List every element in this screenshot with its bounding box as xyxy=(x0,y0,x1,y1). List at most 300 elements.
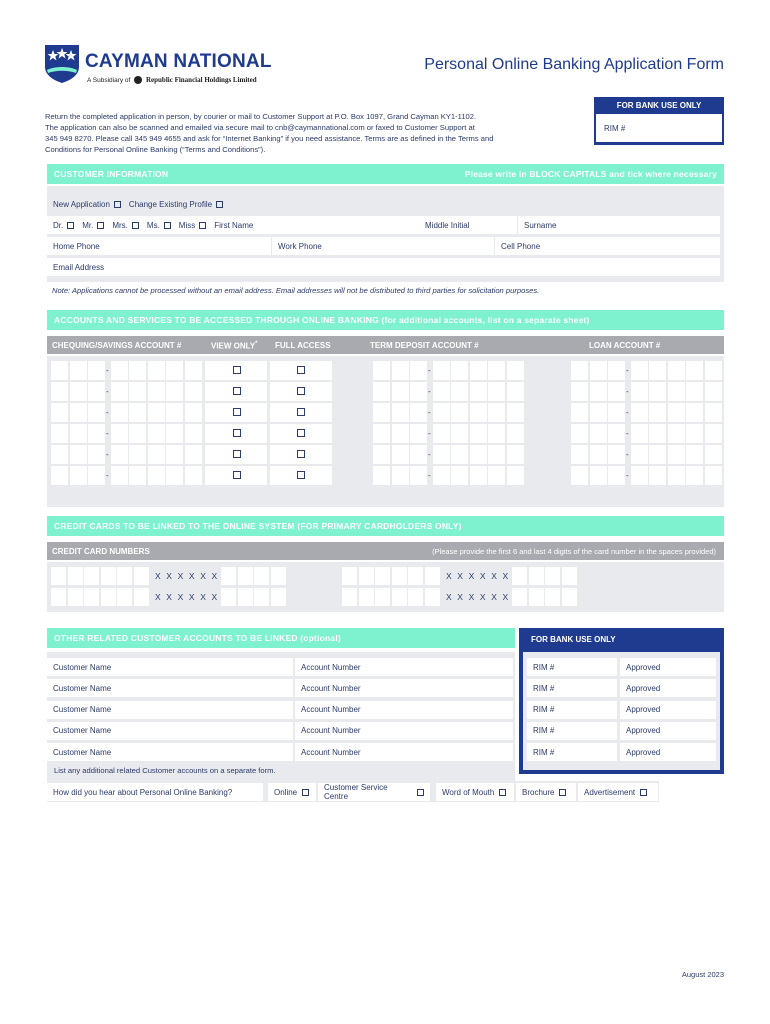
card-first-digit-cell[interactable] xyxy=(375,567,390,585)
card-first-digit-cell[interactable] xyxy=(392,567,407,585)
card-first-digit-cell[interactable] xyxy=(408,567,423,585)
term-deposit-digit-cell[interactable] xyxy=(410,382,427,401)
card-first-digit-cell[interactable] xyxy=(51,567,66,585)
term-deposit-dash: - xyxy=(428,450,431,459)
account-digit-cell[interactable] xyxy=(70,445,87,464)
col-view-only-text: VIEW ONLY xyxy=(211,341,256,351)
account-digit-cell[interactable] xyxy=(51,466,68,485)
card-first-digit-cell[interactable] xyxy=(359,567,374,585)
cayman-national-stars-icon xyxy=(45,45,79,83)
loan-digit-cell[interactable] xyxy=(668,403,685,422)
credit-cards-subheader xyxy=(47,542,724,560)
bank-rim-field[interactable] xyxy=(527,658,617,676)
term-deposit-digit-cell[interactable] xyxy=(433,445,450,464)
card-masked-digit: X xyxy=(502,571,509,581)
term-deposit-digit-cell[interactable] xyxy=(373,361,390,380)
hear-option-word-of-mouth-checkbox[interactable] xyxy=(499,789,506,796)
cell-phone-field[interactable] xyxy=(495,237,720,255)
account-digit-cell[interactable] xyxy=(148,466,165,485)
card-masked-digit: X xyxy=(200,592,206,602)
account-digit-cell[interactable] xyxy=(185,466,202,485)
related-account-number-field[interactable] xyxy=(295,658,513,676)
account-digit-cell[interactable] xyxy=(111,403,128,422)
account-digit-cell[interactable] xyxy=(148,361,165,380)
loan-digit-cell[interactable] xyxy=(649,445,666,464)
loan-digit-cell[interactable] xyxy=(668,445,685,464)
card-masked-digit: X xyxy=(491,571,497,581)
account-dash: - xyxy=(106,429,109,438)
term-deposit-digit-cell[interactable] xyxy=(451,466,468,485)
new-application-checkbox[interactable] xyxy=(114,201,121,208)
middle-initial-field[interactable] xyxy=(419,216,517,234)
term-deposit-digit-cell[interactable] xyxy=(488,361,505,380)
related-account-number-field[interactable] xyxy=(295,722,513,740)
loan-digit-cell[interactable] xyxy=(590,403,607,422)
account-digit-cell[interactable] xyxy=(111,424,128,443)
term-deposit-digit-cell[interactable] xyxy=(507,382,524,401)
account-digit-cell[interactable] xyxy=(88,466,105,485)
account-digit-cell[interactable] xyxy=(70,382,87,401)
related-customer-name-field[interactable] xyxy=(47,722,293,740)
card-first-digit-cell[interactable] xyxy=(425,588,440,606)
card-masked-digit: X xyxy=(479,571,486,581)
view-only-checkbox[interactable] xyxy=(233,366,241,374)
card-masked-digit: X xyxy=(211,571,218,581)
view-only-checkbox[interactable] xyxy=(233,408,241,416)
card-first-digit-cell[interactable] xyxy=(68,567,83,585)
term-deposit-digit-cell[interactable] xyxy=(507,445,524,464)
loan-digit-cell[interactable] xyxy=(631,361,648,380)
card-first-digit-cell[interactable] xyxy=(84,567,99,585)
card-first-digit-cell[interactable] xyxy=(134,567,149,585)
account-digit-cell[interactable] xyxy=(70,361,87,380)
loan-digit-cell[interactable] xyxy=(571,361,588,380)
account-digit-cell[interactable] xyxy=(88,445,105,464)
card-masked-digit: X xyxy=(457,571,463,581)
term-deposit-digit-cell[interactable] xyxy=(373,466,390,485)
account-digit-cell[interactable] xyxy=(166,466,183,485)
term-deposit-digit-cell[interactable] xyxy=(488,382,505,401)
bank-rim-field[interactable] xyxy=(527,722,617,740)
loan-digit-cell[interactable] xyxy=(649,466,666,485)
home-phone-label: Home Phone xyxy=(53,241,100,251)
loan-digit-cell[interactable] xyxy=(590,361,607,380)
loan-digit-cell[interactable] xyxy=(705,361,722,380)
term-deposit-digit-cell[interactable] xyxy=(410,361,427,380)
related-account-number-field[interactable] xyxy=(295,701,513,719)
card-last-digit-cell[interactable] xyxy=(529,567,544,585)
account-digit-cell[interactable] xyxy=(148,403,165,422)
card-last-digit-cell[interactable] xyxy=(271,567,286,585)
loan-digit-cell[interactable] xyxy=(608,445,625,464)
bank-use-top-rim-field[interactable] xyxy=(596,114,722,142)
change-profile-label: Change Existing Profile xyxy=(128,199,213,209)
title-mr-checkbox[interactable] xyxy=(97,222,104,229)
card-masked-digit: X xyxy=(188,571,195,581)
col-full-access-label: FULL ACCESS xyxy=(275,341,331,350)
account-digit-cell[interactable] xyxy=(166,403,183,422)
title-dr-checkbox[interactable] xyxy=(67,222,74,229)
related-account-number-label: Account Number xyxy=(301,747,361,757)
bank-approved-field[interactable] xyxy=(620,701,716,719)
term-deposit-digit-cell[interactable] xyxy=(451,445,468,464)
account-digit-cell[interactable] xyxy=(129,403,146,422)
loan-digit-cell[interactable] xyxy=(590,445,607,464)
email-label: Email Address xyxy=(53,262,105,272)
loan-digit-cell[interactable] xyxy=(631,403,648,422)
account-digit-cell[interactable] xyxy=(129,466,146,485)
account-digit-cell[interactable] xyxy=(51,403,68,422)
related-account-number-field[interactable] xyxy=(295,679,513,697)
loan-digit-cell[interactable] xyxy=(631,445,648,464)
loan-digit-cell[interactable] xyxy=(590,424,607,443)
term-deposit-digit-cell[interactable] xyxy=(433,466,450,485)
view-only-checkbox[interactable] xyxy=(233,429,241,437)
loan-digit-cell[interactable] xyxy=(608,361,625,380)
full-access-checkbox[interactable] xyxy=(297,450,305,458)
loan-digit-cell[interactable] xyxy=(668,424,685,443)
account-digit-cell[interactable] xyxy=(70,466,87,485)
account-digit-cell[interactable] xyxy=(129,382,146,401)
term-deposit-dash: - xyxy=(428,408,431,417)
term-deposit-digit-cell[interactable] xyxy=(451,424,468,443)
loan-digit-cell[interactable] xyxy=(571,403,588,422)
account-digit-cell[interactable] xyxy=(129,424,146,443)
card-last-digit-cell[interactable] xyxy=(221,588,236,606)
card-first-digit-cell[interactable] xyxy=(101,588,116,606)
bank-rim-label: RIM # xyxy=(533,683,555,693)
loan-digit-cell[interactable] xyxy=(571,382,588,401)
customer-info-instruction: Please write in BLOCK CAPITALS and tick where necessary xyxy=(464,169,717,179)
account-digit-cell[interactable] xyxy=(51,361,68,380)
accounts-header xyxy=(47,310,724,330)
term-deposit-digit-cell[interactable] xyxy=(451,361,468,380)
full-access-checkbox[interactable] xyxy=(297,408,305,416)
term-deposit-digit-cell[interactable] xyxy=(373,445,390,464)
term-deposit-digit-cell[interactable] xyxy=(392,361,409,380)
term-deposit-digit-cell[interactable] xyxy=(373,403,390,422)
hear-option-brochure[interactable] xyxy=(516,783,576,801)
term-deposit-digit-cell[interactable] xyxy=(451,382,468,401)
term-deposit-digit-cell[interactable] xyxy=(410,466,427,485)
hear-option-customer-service-centre[interactable] xyxy=(318,783,430,801)
view-only-checkbox[interactable] xyxy=(233,450,241,458)
card-masked-digit: X xyxy=(188,592,195,602)
term-deposit-digit-cell[interactable] xyxy=(488,445,505,464)
full-access-checkbox[interactable] xyxy=(297,366,305,374)
term-deposit-digit-cell[interactable] xyxy=(392,382,409,401)
title-miss-checkbox[interactable] xyxy=(199,222,206,229)
loan-digit-cell[interactable] xyxy=(631,382,648,401)
loan-dash: - xyxy=(626,387,629,396)
full-access-checkbox[interactable] xyxy=(297,471,305,479)
term-deposit-digit-cell[interactable] xyxy=(433,424,450,443)
bank-approved-field[interactable] xyxy=(620,722,716,740)
card-first-digit-cell[interactable] xyxy=(375,588,390,606)
account-digit-cell[interactable] xyxy=(111,445,128,464)
card-last-digit-cell[interactable] xyxy=(545,588,560,606)
loan-digit-cell[interactable] xyxy=(649,403,666,422)
account-digit-cell[interactable] xyxy=(51,382,68,401)
view-only-checkbox[interactable] xyxy=(233,471,241,479)
account-digit-cell[interactable] xyxy=(166,424,183,443)
term-deposit-digit-cell[interactable] xyxy=(470,466,487,485)
related-account-number-field[interactable] xyxy=(295,743,513,761)
loan-digit-cell[interactable] xyxy=(705,424,722,443)
col-chequing-label: CHEQUING/SAVINGS ACCOUNT # xyxy=(52,341,182,350)
bank-rim-field[interactable] xyxy=(527,743,617,761)
bank-approved-field[interactable] xyxy=(620,679,716,697)
account-digit-cell[interactable] xyxy=(111,466,128,485)
surname-label: Surname xyxy=(524,220,557,230)
hear-option-advertisement[interactable] xyxy=(578,783,658,801)
account-digit-cell[interactable] xyxy=(51,445,68,464)
intro-line: Return the completed application in person, by courier or mail to Customer Support at P.O. Box 1097, Grand Cayman KY1-1102. xyxy=(45,112,477,121)
term-deposit-dash: - xyxy=(428,387,431,396)
middle-initial-label: Middle Initial xyxy=(425,220,470,230)
account-digit-cell[interactable] xyxy=(70,424,87,443)
term-deposit-digit-cell[interactable] xyxy=(488,466,505,485)
work-phone-field[interactable] xyxy=(272,237,494,255)
term-deposit-dash: - xyxy=(428,471,431,480)
intro-line: 345 949 8270. Please call 345 949 4655 and ask for “Internet Banking” if you need assistance. Terms are as defined in the Terms and xyxy=(45,134,494,143)
account-digit-cell[interactable] xyxy=(148,382,165,401)
related-account-number-label: Account Number xyxy=(301,726,361,736)
related-customer-name-field[interactable] xyxy=(47,743,293,761)
loan-digit-cell[interactable] xyxy=(571,466,588,485)
account-digit-cell[interactable] xyxy=(185,445,202,464)
card-first-digit-cell[interactable] xyxy=(342,588,357,606)
loan-digit-cell[interactable] xyxy=(686,403,703,422)
card-first-digit-cell[interactable] xyxy=(101,567,116,585)
account-dash: - xyxy=(106,387,109,396)
term-deposit-digit-cell[interactable] xyxy=(410,403,427,422)
term-deposit-digit-cell[interactable] xyxy=(392,445,409,464)
loan-digit-cell[interactable] xyxy=(608,466,625,485)
account-digit-cell[interactable] xyxy=(166,445,183,464)
term-deposit-digit-cell[interactable] xyxy=(392,424,409,443)
full-access-checkbox[interactable] xyxy=(297,429,305,437)
account-digit-cell[interactable] xyxy=(166,382,183,401)
term-deposit-digit-cell[interactable] xyxy=(433,382,450,401)
account-digit-cell[interactable] xyxy=(88,403,105,422)
bank-rim-field[interactable] xyxy=(527,701,617,719)
term-deposit-digit-cell[interactable] xyxy=(410,424,427,443)
hear-option-customer-service-centre-label: Customer Service Centre xyxy=(324,783,388,801)
loan-digit-cell[interactable] xyxy=(590,466,607,485)
account-digit-cell[interactable] xyxy=(129,445,146,464)
account-digit-cell[interactable] xyxy=(185,424,202,443)
hear-option-advertisement-checkbox[interactable] xyxy=(640,789,647,796)
card-first-digit-cell[interactable] xyxy=(84,588,99,606)
term-deposit-digit-cell[interactable] xyxy=(470,361,487,380)
loan-dash: - xyxy=(626,471,629,480)
term-deposit-digit-cell[interactable] xyxy=(507,424,524,443)
subsidiary-prefix: A Subsidiary of xyxy=(87,77,131,84)
card-last-digit-cell[interactable] xyxy=(238,588,253,606)
account-digit-cell[interactable] xyxy=(51,424,68,443)
related-customer-name-label: Customer Name xyxy=(53,683,112,693)
bank-approved-field[interactable] xyxy=(620,743,716,761)
term-deposit-digit-cell[interactable] xyxy=(507,361,524,380)
card-last-digit-cell[interactable] xyxy=(238,567,253,585)
account-digit-cell[interactable] xyxy=(148,445,165,464)
title-and-first-name-field[interactable] xyxy=(47,216,419,234)
loan-digit-cell[interactable] xyxy=(705,403,722,422)
card-masked-digit: X xyxy=(177,592,184,602)
logo xyxy=(45,45,285,90)
card-last-digit-cell[interactable] xyxy=(562,567,577,585)
term-deposit-digit-cell[interactable] xyxy=(410,445,427,464)
card-last-digit-cell[interactable] xyxy=(254,567,269,585)
term-deposit-digit-cell[interactable] xyxy=(470,424,487,443)
account-digit-cell[interactable] xyxy=(148,424,165,443)
card-first-digit-cell[interactable] xyxy=(425,567,440,585)
title-dr-label: Dr. xyxy=(53,220,64,230)
account-digit-cell[interactable] xyxy=(185,403,202,422)
bank-use-top-box xyxy=(594,97,724,145)
card-masked-digit: X xyxy=(200,571,206,581)
term-deposit-digit-cell[interactable] xyxy=(470,445,487,464)
surname-field[interactable] xyxy=(518,216,720,234)
loan-digit-cell[interactable] xyxy=(686,445,703,464)
home-phone-field[interactable] xyxy=(47,237,271,255)
loan-digit-cell[interactable] xyxy=(649,424,666,443)
account-digit-cell[interactable] xyxy=(88,361,105,380)
term-deposit-digit-cell[interactable] xyxy=(470,382,487,401)
account-digit-cell[interactable] xyxy=(129,361,146,380)
account-digit-cell[interactable] xyxy=(185,361,202,380)
card-first-digit-cell[interactable] xyxy=(68,588,83,606)
account-digit-cell[interactable] xyxy=(185,382,202,401)
loan-digit-cell[interactable] xyxy=(608,382,625,401)
term-deposit-digit-cell[interactable] xyxy=(373,382,390,401)
account-dash: - xyxy=(106,408,109,417)
account-digit-cell[interactable] xyxy=(88,382,105,401)
loan-digit-cell[interactable] xyxy=(668,361,685,380)
loan-digit-cell[interactable] xyxy=(705,382,722,401)
bank-approved-label: Approved xyxy=(626,747,661,757)
loan-digit-cell[interactable] xyxy=(590,382,607,401)
term-deposit-digit-cell[interactable] xyxy=(507,466,524,485)
loan-digit-cell[interactable] xyxy=(668,466,685,485)
term-deposit-digit-cell[interactable] xyxy=(392,466,409,485)
bank-rim-field[interactable] xyxy=(527,679,617,697)
credit-card-numbers-label: CREDIT CARD NUMBERS xyxy=(52,547,150,556)
loan-digit-cell[interactable] xyxy=(705,466,722,485)
card-first-digit-cell[interactable] xyxy=(342,567,357,585)
card-last-digit-cell[interactable] xyxy=(562,588,577,606)
loan-digit-cell[interactable] xyxy=(649,361,666,380)
loan-digit-cell[interactable] xyxy=(608,403,625,422)
credit-card-instruction: (Please provide the first 6 and last 4 digits of the card number in the spaces provided) xyxy=(432,547,716,556)
hear-option-online-checkbox[interactable] xyxy=(302,789,309,796)
hear-question-field xyxy=(47,783,263,801)
card-first-digit-cell[interactable] xyxy=(359,588,374,606)
customer-info-title: CUSTOMER INFORMATION xyxy=(54,169,169,179)
loan-digit-cell[interactable] xyxy=(631,424,648,443)
related-customer-name-field[interactable] xyxy=(47,658,293,676)
card-masked-digit: X xyxy=(502,592,509,602)
term-deposit-digit-cell[interactable] xyxy=(433,403,450,422)
term-deposit-digit-cell[interactable] xyxy=(451,403,468,422)
other-accounts-title: OTHER RELATED CUSTOMER ACCOUNTS TO BE LINKED (optional) xyxy=(54,633,341,643)
term-deposit-digit-cell[interactable] xyxy=(433,361,450,380)
loan-digit-cell[interactable] xyxy=(686,361,703,380)
card-last-digit-cell[interactable] xyxy=(221,567,236,585)
loan-digit-cell[interactable] xyxy=(686,424,703,443)
email-field[interactable] xyxy=(47,258,720,276)
hear-option-customer-service-centre-checkbox[interactable] xyxy=(417,789,424,796)
card-first-digit-cell[interactable] xyxy=(117,567,132,585)
term-deposit-digit-cell[interactable] xyxy=(507,403,524,422)
account-digit-cell[interactable] xyxy=(88,424,105,443)
loan-digit-cell[interactable] xyxy=(686,382,703,401)
card-last-digit-cell[interactable] xyxy=(545,567,560,585)
account-digit-cell[interactable] xyxy=(111,382,128,401)
term-deposit-digit-cell[interactable] xyxy=(373,424,390,443)
card-first-digit-cell[interactable] xyxy=(51,588,66,606)
hear-option-online[interactable] xyxy=(268,783,316,801)
bank-approved-field[interactable] xyxy=(620,658,716,676)
title-ms-checkbox[interactable] xyxy=(164,222,171,229)
card-masked-digit: X xyxy=(446,571,452,581)
related-customer-name-label: Customer Name xyxy=(53,747,112,757)
loan-digit-cell[interactable] xyxy=(631,466,648,485)
loan-digit-cell[interactable] xyxy=(571,424,588,443)
card-last-digit-cell[interactable] xyxy=(512,567,527,585)
card-last-digit-cell[interactable] xyxy=(529,588,544,606)
loan-digit-cell[interactable] xyxy=(649,382,666,401)
bank-approved-label: Approved xyxy=(626,683,661,693)
loan-digit-cell[interactable] xyxy=(571,445,588,464)
title-ms-label: Ms. xyxy=(146,220,160,230)
term-deposit-digit-cell[interactable] xyxy=(470,403,487,422)
card-last-digit-cell[interactable] xyxy=(512,588,527,606)
card-last-digit-cell[interactable] xyxy=(254,588,269,606)
loan-digit-cell[interactable] xyxy=(668,382,685,401)
hear-option-word-of-mouth[interactable] xyxy=(436,783,514,801)
other-list-note: List any additional related Customer accounts on a separate form. xyxy=(54,766,276,775)
term-deposit-digit-cell[interactable] xyxy=(392,403,409,422)
related-customer-name-field[interactable] xyxy=(47,701,293,719)
account-digit-cell[interactable] xyxy=(111,361,128,380)
bank-rim-label: RIM # xyxy=(533,705,555,715)
related-customer-name-field[interactable] xyxy=(47,679,293,697)
card-first-digit-cell[interactable] xyxy=(392,588,407,606)
card-last-digit-cell[interactable] xyxy=(271,588,286,606)
loan-digit-cell[interactable] xyxy=(608,424,625,443)
hear-option-brochure-checkbox[interactable] xyxy=(559,789,566,796)
full-access-checkbox[interactable] xyxy=(297,387,305,395)
card-first-digit-cell[interactable] xyxy=(117,588,132,606)
view-only-checkbox[interactable] xyxy=(233,387,241,395)
account-digit-cell[interactable] xyxy=(166,361,183,380)
intro-line: Conditions for Personal Online Banking (“Terms and Conditions”). xyxy=(45,145,266,154)
term-deposit-digit-cell[interactable] xyxy=(488,403,505,422)
loan-digit-cell[interactable] xyxy=(686,466,703,485)
hear-question-label: How did you hear about Personal Online Banking? xyxy=(53,787,233,797)
card-first-digit-cell[interactable] xyxy=(408,588,423,606)
term-deposit-dash: - xyxy=(428,429,431,438)
title-mrs-checkbox[interactable] xyxy=(132,222,139,229)
account-digit-cell[interactable] xyxy=(70,403,87,422)
card-first-digit-cell[interactable] xyxy=(134,588,149,606)
term-deposit-digit-cell[interactable] xyxy=(488,424,505,443)
change-profile-checkbox[interactable] xyxy=(216,201,223,208)
loan-digit-cell[interactable] xyxy=(705,445,722,464)
col-term-deposit-label: TERM DEPOSIT ACCOUNT # xyxy=(370,341,479,350)
